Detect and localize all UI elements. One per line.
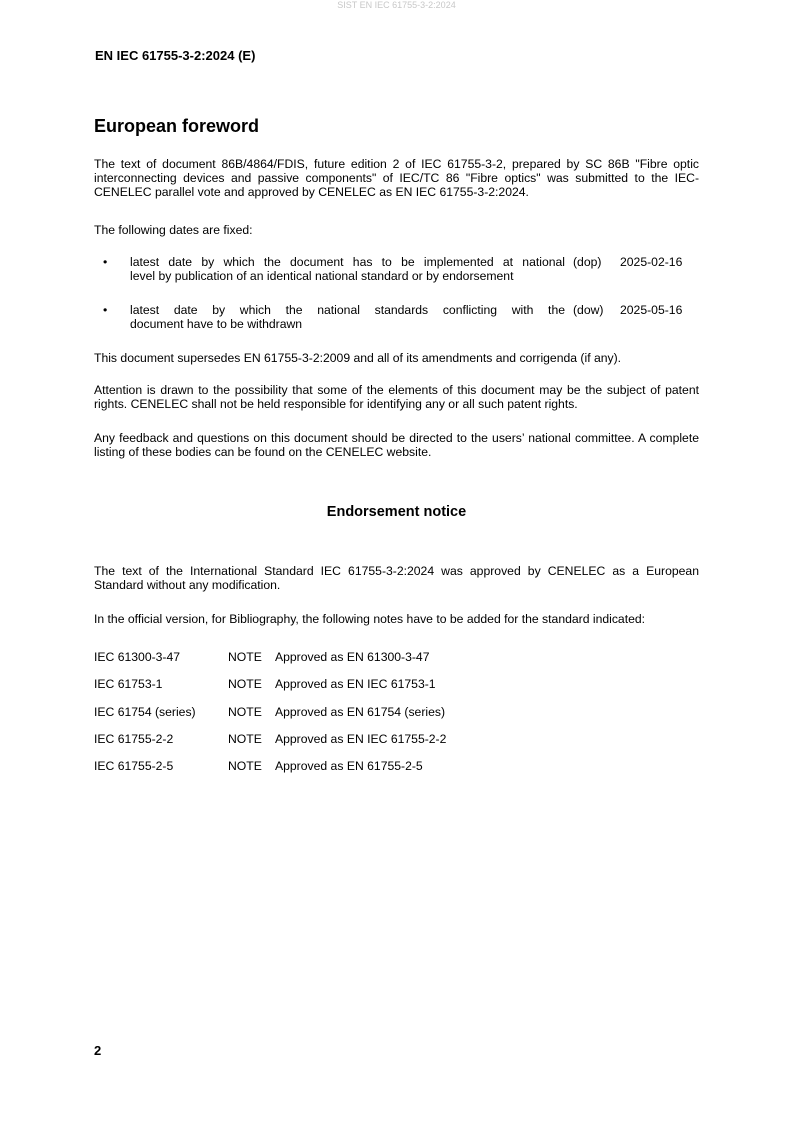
note-label: NOTE <box>228 650 262 664</box>
bullet-text-line2: level by publication of an identical national standard or by endorsement <box>130 269 514 283</box>
bullet-text-line1: latest date by which the document has to be implemented at national <box>130 255 565 269</box>
bullet-date: 2025-05-16 <box>620 303 683 317</box>
note-standard: IEC 61754 (series) <box>94 705 196 719</box>
bullet-code: (dow) <box>573 303 604 317</box>
bullet-code: (dop) <box>573 255 602 269</box>
note-approved: Approved as EN 61300-3-47 <box>275 650 430 664</box>
foreword-paragraph-1: The text of document 86B/4864/FDIS, future edition 2 of IEC 61755-3-2, prepared by SC 86B "Fibre optic interconnecting devices and passive components" of IEC/TC 86 "Fibre optics" was submitted to the IEC-CENELEC parallel vote and approved by CENELEC as EN IEC 61755-3-2:2024. <box>94 157 699 199</box>
note-standard: IEC 61755-2-2 <box>94 732 174 746</box>
note-standard: IEC 61300-3-47 <box>94 650 181 664</box>
bullet-icon: • <box>103 255 108 269</box>
bullet-icon: • <box>103 303 108 317</box>
page-number: 2 <box>94 1043 102 1058</box>
bullet-date: 2025-02-16 <box>620 255 683 269</box>
document-id: EN IEC 61755-3-2:2024 (E) <box>95 48 256 63</box>
endorsement-paragraph-2: In the official version, for Bibliography, the following notes have to be added for the standard indicated: <box>94 612 646 626</box>
endorsement-title: Endorsement notice <box>326 504 467 520</box>
foreword-paragraph-5: Any feedback and questions on this document should be directed to the users’ national committee. A complete listing of these bodies can be found on the CENELEC website. <box>94 431 699 459</box>
note-label: NOTE <box>228 677 262 691</box>
foreword-paragraph-4: Attention is drawn to the possibility that some of the elements of this document may be the subject of patent rights. CENELEC shall not be held responsible for identifying any or all such patent rights. <box>94 383 699 411</box>
note-approved: Approved as EN 61754 (series) <box>275 705 446 719</box>
note-label: NOTE <box>228 732 262 746</box>
bullet-text-line1: latest date by which the national standards conflicting with the <box>130 303 565 317</box>
note-standard: IEC 61755-2-5 <box>94 759 174 773</box>
note-label: NOTE <box>228 705 262 719</box>
note-standard: IEC 61753-1 <box>94 677 163 691</box>
watermark: SIST EN IEC 61755-3-2:2024 <box>337 0 456 10</box>
note-approved: Approved as EN 61755-2-5 <box>275 759 423 773</box>
endorsement-paragraph-1: The text of the International Standard IEC 61755-3-2:2024 was approved by CENELEC as a European Standard without any modification. <box>94 564 699 592</box>
note-label: NOTE <box>228 759 262 773</box>
foreword-paragraph-3: This document supersedes EN 61755-3-2:2009 and all of its amendments and corrigenda (if any). <box>94 351 622 365</box>
note-approved: Approved as EN IEC 61755-2-2 <box>275 732 447 746</box>
note-approved: Approved as EN IEC 61753-1 <box>275 677 436 691</box>
foreword-title: European foreword <box>94 116 260 136</box>
foreword-paragraph-2: The following dates are fixed: <box>94 223 253 237</box>
bullet-text-line2: document have to be withdrawn <box>130 317 303 331</box>
